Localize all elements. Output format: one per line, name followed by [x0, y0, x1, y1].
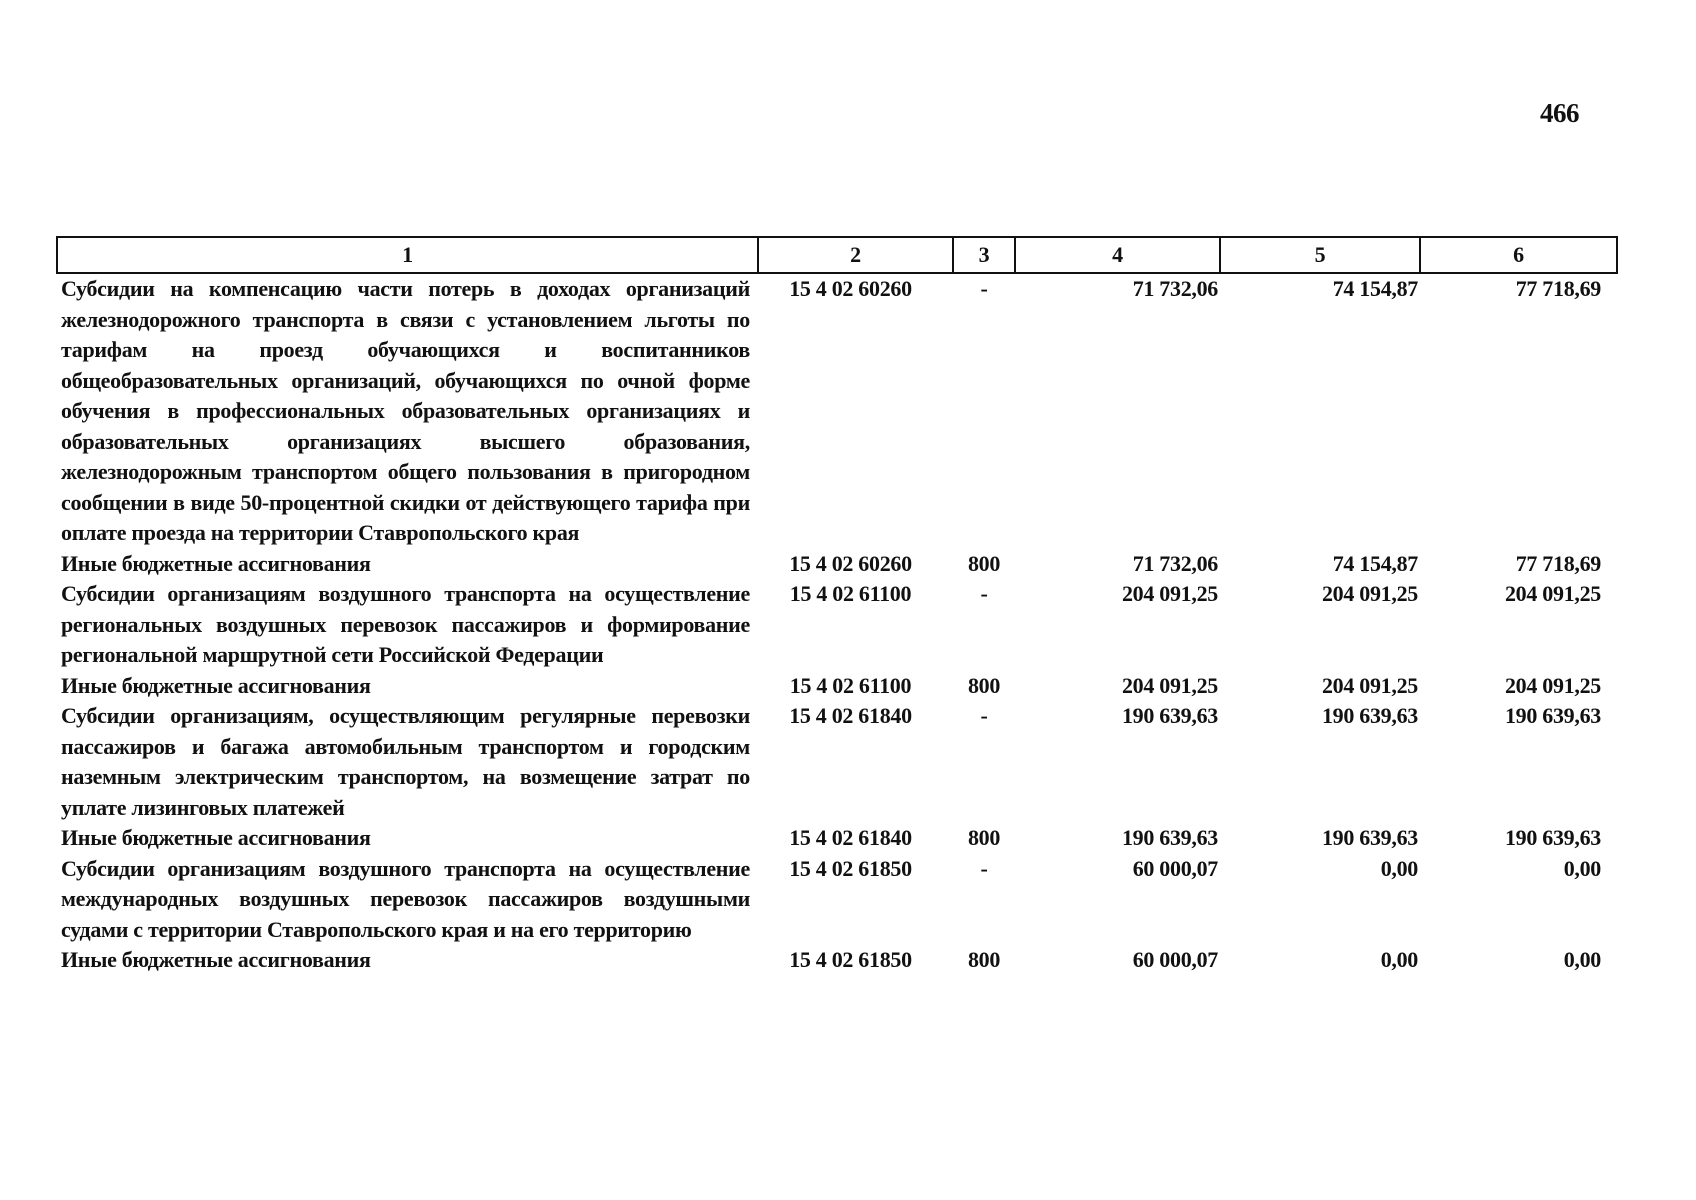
row-value-6: 77 718,69	[1515, 550, 1601, 576]
row-value-5: 190 639,63	[1321, 703, 1418, 728]
page-number: 466	[1540, 98, 1579, 128]
row-expense-type: -	[980, 276, 988, 301]
row-name: Субсидии организациям воздушного транспорта на осуществление международных воздушных перевозок пассажиров воздушными судами с территории Ставропольского края и на его территорию	[61, 855, 750, 942]
header-col-6: 6	[1420, 237, 1617, 273]
row-expense-type: 800	[967, 947, 1001, 972]
header-col-2: 2	[758, 237, 953, 273]
row-name: Иные бюджетные ассигнования	[61, 550, 371, 576]
row-value-6: 0,00	[1563, 947, 1601, 972]
row-code: 15 4 02 61100	[789, 672, 912, 698]
row-value-5: 74 154,87	[1332, 550, 1418, 576]
table-row	[57, 945, 1617, 976]
row-code: 15 4 02 60260	[789, 550, 912, 576]
row-value-6: 190 639,63	[1504, 825, 1601, 850]
header-col-5: 5	[1220, 237, 1420, 273]
table-row	[57, 701, 1617, 823]
row-name: Субсидии организациям воздушного транспорта на осуществление региональных воздушных перевозок пассажиров и формирование региональной маршрутной сети Российской Федерации	[61, 581, 750, 667]
row-name: Субсидии на компенсацию части потерь в доходах организаций железнодорожного транспорта в связи с установлением льготы по тарифам на проезд обучающихся и воспитанников общеобразовательных организаций, обучающихся по очной форме обучения в профессиональных образовательных организациях и образовательных организациях высшего образования, железнодорожным транспортом общего пользования в пригородном сообщении в виде 50-процентной скидки от действующего тарифа при оплате проезда на территории Ставропольского края	[61, 276, 750, 545]
row-code: 15 4 02 60260	[789, 276, 912, 301]
table-header	[57, 237, 1617, 273]
row-value-6: 0,00	[1563, 855, 1601, 881]
header-col-4: 4	[1015, 237, 1220, 273]
table-row	[57, 579, 1617, 671]
budget-table-container	[56, 236, 1616, 976]
row-name: Иные бюджетные ассигнования	[61, 825, 371, 850]
row-value-6: 204 091,25	[1504, 672, 1601, 698]
row-value-5: 204 091,25	[1321, 672, 1418, 698]
row-expense-type: 800	[967, 672, 1001, 698]
header-col-1: 1	[57, 237, 758, 273]
row-value-5: 0,00	[1380, 947, 1418, 972]
table-row	[57, 671, 1617, 702]
row-value-4: 71 732,06	[1132, 550, 1218, 576]
row-value-4: 60 000,07	[1132, 947, 1218, 972]
row-code: 15 4 02 61840	[789, 703, 912, 728]
table-row	[57, 273, 1617, 549]
budget-table	[56, 236, 1618, 976]
row-expense-type: 800	[967, 550, 1001, 576]
row-value-5: 74 154,87	[1332, 276, 1418, 301]
row-code: 15 4 02 61850	[789, 855, 912, 881]
table-row	[57, 854, 1617, 946]
table-body	[57, 273, 1617, 976]
row-value-4: 71 732,06	[1132, 276, 1218, 301]
row-value-4: 204 091,25	[1121, 672, 1218, 698]
row-expense-type: -	[980, 855, 988, 881]
table-row	[57, 549, 1617, 580]
row-code: 15 4 02 61840	[789, 825, 912, 850]
row-value-4: 204 091,25	[1121, 581, 1218, 606]
row-code: 15 4 02 61850	[789, 947, 912, 972]
row-name: Субсидии организациям, осуществляющим регулярные перевозки пассажиров и багажа автомобильным транспортом и городским наземным электрическим транспортом, на возмещение затрат по уплате лизинговых платежей	[61, 703, 750, 820]
row-expense-type: -	[980, 581, 988, 606]
row-name: Иные бюджетные ассигнования	[61, 947, 371, 972]
row-expense-type: 800	[967, 825, 1001, 850]
row-value-5: 0,00	[1380, 855, 1418, 881]
table-row	[57, 823, 1617, 854]
header-col-3: 3	[953, 237, 1015, 273]
row-name: Иные бюджетные ассигнования	[61, 672, 371, 698]
row-code: 15 4 02 61100	[789, 581, 912, 606]
row-value-4: 60 000,07	[1132, 855, 1218, 881]
row-value-4: 190 639,63	[1121, 825, 1218, 850]
row-expense-type: -	[980, 703, 988, 728]
row-value-6: 190 639,63	[1504, 703, 1601, 728]
row-value-5: 190 639,63	[1321, 825, 1418, 850]
row-value-5: 204 091,25	[1321, 581, 1418, 606]
row-value-6: 77 718,69	[1515, 276, 1601, 301]
row-value-6: 204 091,25	[1504, 581, 1601, 606]
row-value-4: 190 639,63	[1121, 703, 1218, 728]
header-row	[57, 237, 1617, 273]
